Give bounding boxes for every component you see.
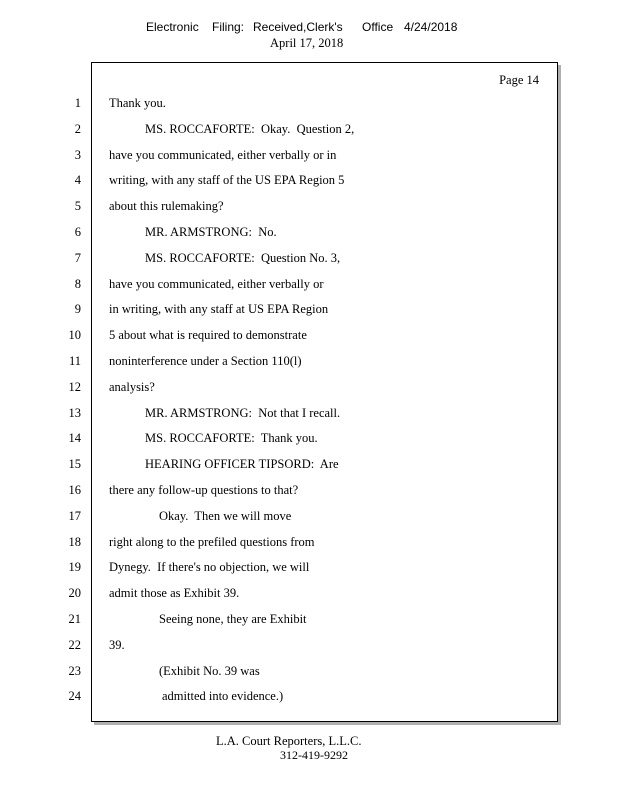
transcript-line: MR. ARMSTRONG: Not that I recall. bbox=[145, 406, 341, 420]
stamp-date: 4/24/2018 bbox=[404, 20, 458, 34]
footer-company: L.A. Court Reporters, L.L.C. bbox=[216, 734, 362, 748]
line-number: 23 bbox=[68, 664, 81, 678]
line-number: 1 bbox=[74, 96, 81, 110]
stamp-filing: Filing: bbox=[212, 20, 245, 34]
transcript-line: in writing, with any staff at US EPA Region bbox=[109, 302, 329, 316]
transcript-line: MS. ROCCAFORTE: Question No. 3, bbox=[145, 251, 341, 265]
transcript-line: Thank you. bbox=[109, 96, 166, 110]
transcript-line: HEARING OFFICER TIPSORD: Are bbox=[145, 457, 339, 471]
line-number: 4 bbox=[74, 173, 81, 187]
line-number: 11 bbox=[68, 354, 81, 368]
stamp-received: Received,Clerk's bbox=[253, 20, 343, 34]
line-number: 12 bbox=[68, 380, 81, 394]
transcript-line: have you communicated, either verbally or bbox=[109, 277, 324, 291]
transcript-page bbox=[68, 62, 558, 722]
line-number: 22 bbox=[68, 638, 81, 652]
transcript-line: Seeing none, they are Exhibit bbox=[159, 612, 307, 626]
transcript-line: MS. ROCCAFORTE: Thank you. bbox=[145, 431, 318, 445]
transcript-line: writing, with any staff of the US EPA Region 5 bbox=[109, 173, 345, 187]
line-number: 3 bbox=[74, 148, 81, 162]
line-number: 14 bbox=[68, 431, 81, 445]
transcript-line: MS. ROCCAFORTE: Okay. Question 2, bbox=[145, 122, 355, 136]
line-number: 18 bbox=[68, 535, 81, 549]
transcript-line: Okay. Then we will move bbox=[159, 509, 292, 523]
transcript-line: analysis? bbox=[109, 380, 155, 394]
line-number: 2 bbox=[74, 122, 81, 136]
line-number: 9 bbox=[74, 302, 81, 316]
transcript-line: 5 about what is required to demonstrate bbox=[109, 328, 307, 342]
line-number: 8 bbox=[74, 277, 81, 291]
transcript-line: there any follow-up questions to that? bbox=[109, 483, 299, 497]
line-number: 6 bbox=[74, 225, 81, 239]
page-number: Page 14 bbox=[499, 73, 539, 87]
line-number: 13 bbox=[68, 406, 81, 420]
filed-date: April 17, 2018 bbox=[270, 36, 344, 50]
line-number: 21 bbox=[68, 612, 81, 626]
transcript-line: MR. ARMSTRONG: No. bbox=[145, 225, 277, 239]
filing-stamp bbox=[0, 20, 618, 36]
line-number: 7 bbox=[74, 251, 81, 265]
transcript-line: 39. bbox=[109, 638, 125, 652]
transcript-line: about this rulemaking? bbox=[109, 199, 224, 213]
footer-phone: 312-419-9292 bbox=[280, 748, 348, 762]
transcript-line: admit those as Exhibit 39. bbox=[109, 586, 240, 600]
line-number: 15 bbox=[68, 457, 81, 471]
transcript-line: right along to the prefiled questions from bbox=[109, 535, 315, 549]
line-number: 17 bbox=[68, 509, 81, 523]
transcript-line: admitted into evidence.) bbox=[162, 689, 284, 703]
line-number: 5 bbox=[74, 199, 81, 213]
stamp-electronic: Electronic bbox=[146, 20, 199, 34]
transcript-line: have you communicated, either verbally or in bbox=[109, 148, 337, 162]
transcript-line: noninterference under a Section 110(l) bbox=[109, 354, 302, 368]
stamp-office: Office bbox=[362, 20, 394, 34]
line-number: 16 bbox=[68, 483, 81, 497]
transcript-line: (Exhibit No. 39 was bbox=[159, 664, 260, 678]
line-number: 19 bbox=[68, 560, 81, 574]
line-number: 24 bbox=[68, 689, 81, 703]
line-number: 10 bbox=[68, 328, 81, 342]
transcript-line: Dynegy. If there's no objection, we will bbox=[109, 560, 310, 574]
line-number: 20 bbox=[68, 586, 81, 600]
